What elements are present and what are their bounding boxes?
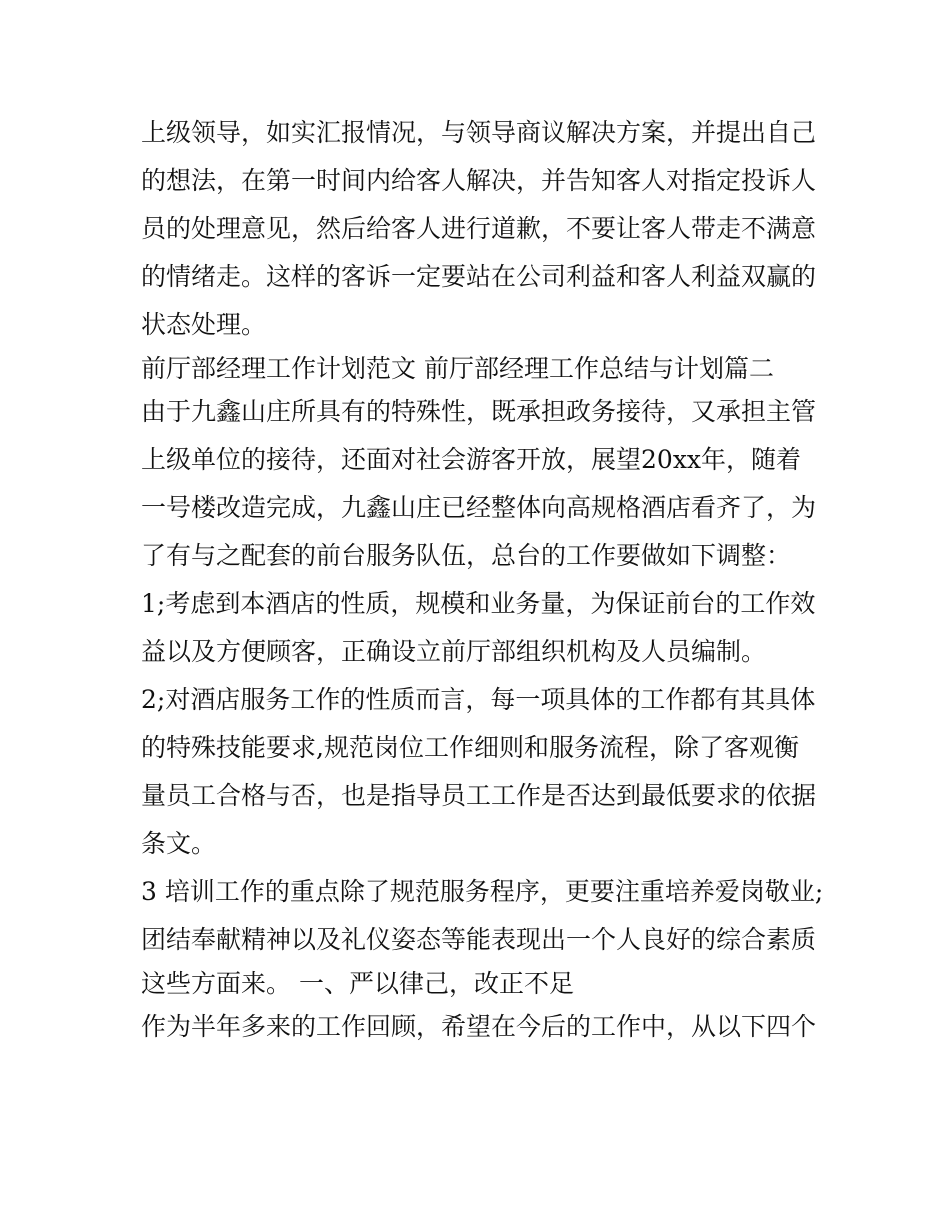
- text-line: 由于九鑫山庄所具有的特殊性，既承担政务接待，又承担主管: [141, 397, 817, 426]
- text-line: 员的处理意见，然后给客人进行道歉，不要让客人带走不满意: [141, 214, 817, 243]
- text-line: 的想法，在第一时间内给客人解决，并告知客人对指定投诉人: [141, 166, 817, 195]
- text-line: 3 培训工作的重点除了规范服务程序，更要注重培养爱岗敬业;: [141, 877, 824, 906]
- text-line: 的特殊技能要求,规范岗位工作细则和服务流程，除了客观衡: [141, 733, 799, 762]
- text-line: 上级领导，如实汇报情况，与领导商议解决方案，并提出自己: [141, 118, 817, 147]
- paragraph-item-2: [141, 676, 821, 868]
- paragraph-introduction: [141, 388, 821, 580]
- text-line: 上级单位的接待，还面对社会游客开放，展望20xx年，随着: [141, 445, 802, 474]
- text-line: 的情绪走。这样的客诉一定要站在公司利益和客人利益双赢的: [141, 262, 817, 291]
- paragraph-item-1: [141, 580, 821, 676]
- text-line: 这些方面来。 一、严以律己，改正不足: [141, 969, 574, 998]
- section-heading: [141, 349, 821, 388]
- text-line: 条文。: [141, 829, 217, 858]
- text-line: 益以及方便顾客，正确设立前厅部组织机构及人员编制。: [141, 637, 767, 666]
- text-line: 量员工合格与否，也是指导员工工作是否达到最低要求的依据: [141, 781, 817, 810]
- text-line: 作为半年多来的工作回顾，希望在今后的工作中，从以下四个: [141, 1012, 817, 1041]
- text-line: 状态处理。: [141, 310, 267, 339]
- text-line: 一号楼改造完成，九鑫山庄已经整体向高规格酒店看齐了，为: [141, 493, 817, 522]
- document-body: [141, 109, 824, 1051]
- paragraph-complaint-handling: [141, 109, 821, 349]
- paragraph-closing: [141, 1003, 821, 1051]
- text-line: 了有与之配套的前台服务队伍，总台的工作要做如下调整：: [141, 541, 792, 570]
- heading-line: 前厅部经理工作计划范文 前厅部经理工作总结与计划篇二: [141, 354, 774, 383]
- paragraph-item-3: [141, 868, 824, 1003]
- text-line: 1;考虑到本酒店的性质，规模和业务量，为保证前台的工作效: [141, 589, 816, 618]
- text-line: 2;对酒店服务工作的性质而言，每一项具体的工作都有其具体: [141, 685, 816, 714]
- text-line: 团结奉献精神以及礼仪姿态等能表现出一个人良好的综合素质: [141, 925, 817, 954]
